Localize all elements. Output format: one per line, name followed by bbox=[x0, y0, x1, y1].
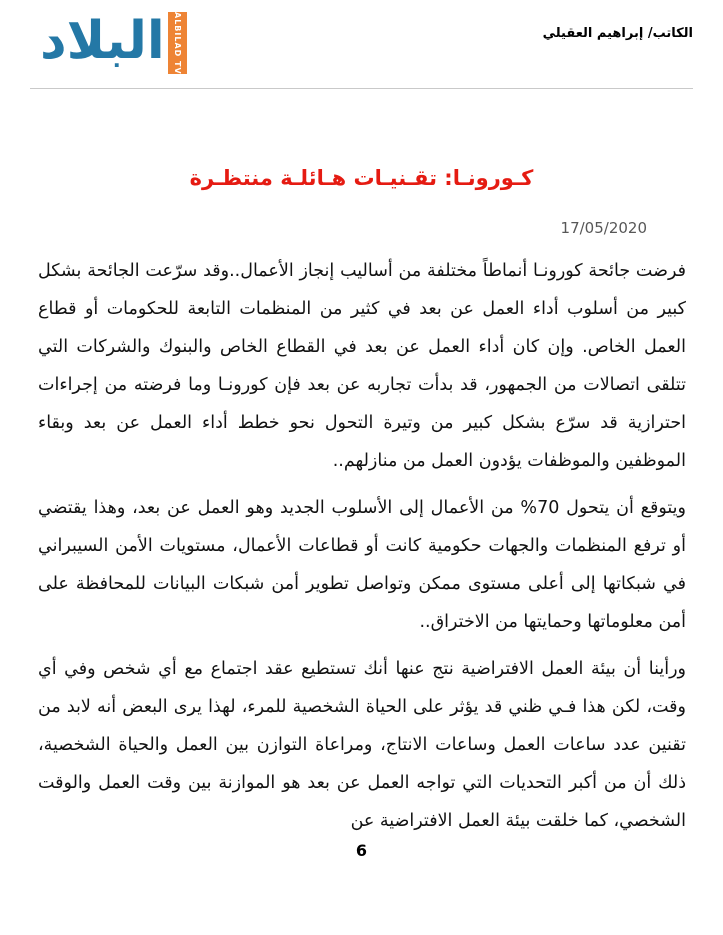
article-title: كـورونـا: تقـنيـات هـائلـة منتظـرة bbox=[189, 166, 534, 190]
albilad-logo bbox=[40, 10, 187, 76]
header-divider bbox=[30, 88, 693, 89]
author-byline: الكاتب/ إبراهيم العقيلي bbox=[542, 26, 693, 41]
paragraph-3: ورأينا أن بيئة العمل الافتراضية نتج عنها أنك تستطيع عقد اجتماع مع أي شخص وفي أي وقت، لكن هذا فـي ظني قد يؤثر على الحياة الشخصية للمرء، لهذا يرى البعض أنه لابد من تقنين عدد ساعات العمل وساعات الانتاج، ومراعاة التوازن بين العمل والحياة الشخصية، ذلك أن من أكبر التحديات التي تواجه العمل عن بعد هو الموازنة بين وقت العمل والوقت الشخصي، كما خلقت بيئة العمل الافتراضية عن bbox=[38, 659, 686, 831]
logo-vertical-label: ALBILAD TV bbox=[172, 11, 182, 75]
article-date: 17/05/2020 bbox=[560, 219, 647, 237]
logo-orange-strip bbox=[168, 12, 187, 74]
paragraph-1: فرضت جائحة كورونـا أنماطاً مختلفة من أساليب إنجاز الأعمال..وقد سرّعت الجائحة بشكل كبير من أسلوب أداء العمل عن بعد في كثير من المنظمات التابعة للحكومات أو قطاع العمل الخاص. وإن كان أداء العمل عن بعد في القطاع الخاص والبنوك والشركات التي تتلقى اتصالات من الجمهور، قد بدأت تجاربه عن بعد فإن كورونـا وما فرضته من إجراءات احترازية قد سرّع بشكل كبير من وتيرة التحول نحو خطط أداء العمل عن بعد وبقاء الموظفين والموظفات يؤدون العمل من منازلهم.. bbox=[38, 261, 686, 471]
page-number: 6 bbox=[355, 841, 368, 860]
paragraph-2: ويتوقع أن يتحول 70% من الأعمال إلى الأسلوب الجديد وهو العمل عن بعد، وهذا يقتضي أو ترفع المنظمات والجهات حكومية كانت أو قطاعات الأعمال، مستويات الأمن السيبراني في شبكاتها إلى أعلى مستوى ممكن وتواصل تطوير أمن شبكات البيانات للمحافظة على أمن معلوماتها وحمايتها من الاختراق.. bbox=[38, 498, 686, 632]
logo-arabic-text: البلاد bbox=[40, 11, 165, 71]
article-body bbox=[38, 252, 686, 849]
